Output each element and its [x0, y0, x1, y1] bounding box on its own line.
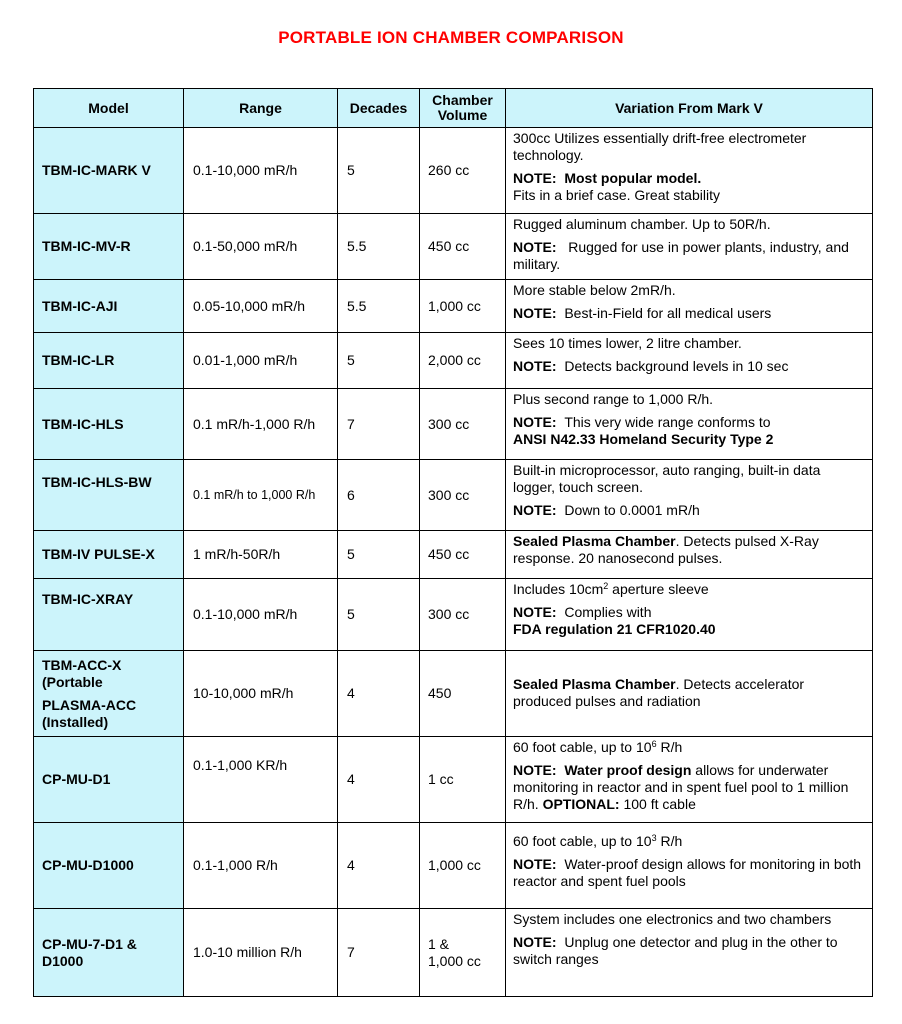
note-label: NOTE: [513, 604, 557, 620]
superscript: 6 [651, 739, 657, 749]
variation-note [513, 604, 866, 638]
volume-cell: 260 cc [420, 128, 506, 214]
volume-cell: 300 cc [420, 579, 506, 651]
variation-text [513, 533, 866, 567]
variation-cell [506, 333, 873, 389]
volume-cell: 300 cc [420, 389, 506, 460]
table-row [34, 333, 873, 389]
decades-cell: 5.5 [338, 280, 420, 333]
variation-text: System includes one electronics and two chambers [513, 911, 832, 927]
note-label: NOTE: [513, 414, 557, 430]
variation-note [513, 239, 866, 273]
variation-text [513, 676, 866, 710]
header-range: Range [184, 89, 338, 128]
range-cell: 1 mR/h-50R/h [184, 531, 338, 579]
note-label: NOTE: [513, 358, 557, 374]
model-cell: TBM-IC-XRAY [34, 579, 184, 651]
variation-text: Rugged aluminum chamber. Up to 50R/h. [513, 216, 771, 232]
note-label-optional: OPTIONAL: [542, 796, 620, 812]
decades-cell: 4 [338, 737, 420, 823]
note-text: Best-in-Field for all medical users [564, 305, 772, 321]
model-line: PLASMA-ACC [42, 696, 137, 713]
variation-pre: 60 foot cable, up to 10 [513, 833, 652, 849]
volume-cell: 1,000 cc [420, 823, 506, 909]
range-cell: 0.1-1,000 KR/h [184, 737, 338, 823]
model-line: D1000 [42, 952, 84, 969]
model-line: (Installed) [42, 713, 109, 730]
table-row [34, 909, 873, 997]
header-model: Model [34, 89, 184, 128]
range-cell: 0.05-10,000 mR/h [184, 280, 338, 333]
table-row [34, 651, 873, 737]
volume-cell: 2,000 cc [420, 333, 506, 389]
note-text: Fits in a brief case. Great stability [513, 187, 720, 203]
table-row [34, 214, 873, 280]
variation-pre: 60 foot cable, up to 10 [513, 739, 652, 755]
note-bold: Water proof design [564, 762, 692, 778]
superscript: 2 [603, 581, 609, 591]
note-label: NOTE: [513, 762, 557, 778]
variation-cell [506, 579, 873, 651]
range-cell: 0.1-1,000 R/h [184, 823, 338, 909]
volume-cell: 450 cc [420, 214, 506, 280]
volume-cell: 1 cc [420, 737, 506, 823]
variation-cell [506, 531, 873, 579]
header-row [34, 89, 873, 128]
comparison-table [33, 88, 873, 997]
volume-line: 1 & [428, 935, 450, 952]
variation-post: R/h [656, 833, 683, 849]
variation-cell [506, 280, 873, 333]
variation-text: More stable below 2mR/h. [513, 282, 676, 298]
range-cell: 1.0-10 million R/h [184, 909, 338, 997]
model-cell: TBM-IC-HLS [34, 389, 184, 460]
decades-cell: 5.5 [338, 214, 420, 280]
variation-cell [506, 823, 873, 909]
variation-cell [506, 214, 873, 280]
table-row [34, 823, 873, 909]
model-cell: TBM-IC-MARK V [34, 128, 184, 214]
note-label: NOTE: [513, 502, 557, 518]
volume-cell: 450 cc [420, 531, 506, 579]
variation-note [513, 762, 866, 813]
variation-cell [506, 651, 873, 737]
decades-cell: 7 [338, 389, 420, 460]
variation-note [513, 170, 866, 204]
range-cell: 0.1-50,000 mR/h [184, 214, 338, 280]
table-row [34, 579, 873, 651]
model-cell [34, 651, 184, 737]
table-row [34, 280, 873, 333]
range-cell: 10-10,000 mR/h [184, 651, 338, 737]
table-row [34, 128, 873, 214]
model-cell: TBM-IC-AJI [34, 280, 184, 333]
volume-line: 1,000 cc [428, 952, 481, 969]
model-line: TBM-ACC-X [42, 656, 122, 673]
note-bold: ANSI N42.33 Homeland Security Type 2 [513, 431, 774, 447]
variation-cell [506, 389, 873, 460]
header-decades: Decades [338, 89, 420, 128]
volume-cell: 300 cc [420, 460, 506, 531]
variation-text: Built-in microprocessor, auto ranging, built-in data logger, touch screen. [513, 462, 821, 495]
variation-cell [506, 128, 873, 214]
range-cell: 0.01-1,000 mR/h [184, 333, 338, 389]
variation-text: Plus second range to 1,000 R/h. [513, 391, 714, 407]
page-title: PORTABLE ION CHAMBER COMPARISON [278, 28, 624, 47]
variation-cell [506, 737, 873, 823]
header-volume-line2: Volume [437, 107, 488, 123]
note-text: Water-proof design allows for monitoring in both reactor and spent fuel pools [513, 856, 862, 889]
header-volume-line1: Chamber [432, 92, 493, 108]
variation-note [513, 414, 866, 448]
note-bold: FDA regulation 21 CFR1020.40 [513, 621, 716, 637]
variation-text: 300cc Utilizes essentially drift-free electrometer technology. [513, 130, 807, 163]
model-cell: TBM-IC-MV-R [34, 214, 184, 280]
variation-text [513, 581, 866, 598]
note-text: Unplug one detector and plug in the other to switch ranges [513, 934, 838, 967]
decades-cell: 5 [338, 579, 420, 651]
decades-cell: 4 [338, 651, 420, 737]
decades-cell: 5 [338, 531, 420, 579]
note-text: allows for underwater monitoring in reactor and in spent fuel pool to 1 million R/h. [513, 762, 849, 812]
decades-cell: 6 [338, 460, 420, 531]
decades-cell: 5 [338, 333, 420, 389]
note-text: Down to 0.0001 mR/h [564, 502, 700, 518]
superscript: 3 [651, 833, 657, 843]
note-text: This very wide range conforms to [564, 414, 771, 430]
variation-note [513, 502, 866, 519]
range-cell: 0.1-10,000 mR/h [184, 128, 338, 214]
note-bold: Most popular model. [564, 170, 702, 186]
variation-cell [506, 909, 873, 997]
note-text: Rugged for use in power plants, industry, and military. [513, 239, 849, 272]
variation-rest: . Detects accelerator produced pulses and radiation [513, 676, 805, 709]
note-text: Detects background levels in 10 sec [564, 358, 789, 374]
model-cell [34, 909, 184, 997]
variation-note [513, 358, 866, 375]
model-cell: CP-MU-D1000 [34, 823, 184, 909]
variation-note [513, 934, 866, 968]
range-cell: 0.1-10,000 mR/h [184, 579, 338, 651]
range-cell: 0.1 mR/h-1,000 R/h [184, 389, 338, 460]
variation-bold: Sealed Plasma Chamber [513, 676, 676, 692]
model-line: (Portable [42, 673, 103, 690]
header-variation: Variation From Mark V [506, 89, 873, 128]
volume-cell: 1,000 cc [420, 280, 506, 333]
variation-bold: Sealed Plasma Chamber [513, 533, 676, 549]
model-cell: TBM-IC-HLS-BW [34, 460, 184, 531]
decades-cell: 5 [338, 128, 420, 214]
note-label: NOTE: [513, 305, 557, 321]
model-line: CP-MU-7-D1 & [42, 935, 137, 952]
volume-cell [420, 909, 506, 997]
table-row [34, 389, 873, 460]
note-label: NOTE: [513, 239, 557, 255]
variation-text [513, 739, 866, 756]
table-row [34, 737, 873, 823]
note-label: NOTE: [513, 856, 557, 872]
decades-cell: 4 [338, 823, 420, 909]
variation-text: Sees 10 times lower, 2 litre chamber. [513, 335, 742, 351]
header-volume [420, 89, 506, 128]
variation-cell [506, 460, 873, 531]
model-cell: TBM-IV PULSE-X [34, 531, 184, 579]
model-cell: TBM-IC-LR [34, 333, 184, 389]
range-cell: 0.1 mR/h to 1,000 R/h [184, 460, 338, 531]
table-row [34, 460, 873, 531]
note-text-optional: 100 ft cable [623, 796, 696, 812]
volume-cell: 450 [420, 651, 506, 737]
table-row [34, 531, 873, 579]
note-text: Complies with [564, 604, 652, 620]
decades-cell: 7 [338, 909, 420, 997]
variation-post: R/h [656, 739, 683, 755]
variation-text [513, 833, 866, 850]
note-label: NOTE: [513, 170, 557, 186]
variation-pre: Includes 10cm [513, 581, 604, 597]
note-label: NOTE: [513, 934, 557, 950]
variation-note [513, 856, 866, 890]
model-cell: CP-MU-D1 [34, 737, 184, 823]
variation-note [513, 305, 866, 322]
variation-rest: . Detects pulsed X-Ray response. 20 nanosecond pulses. [513, 533, 819, 566]
variation-post: aperture sleeve [608, 581, 709, 597]
